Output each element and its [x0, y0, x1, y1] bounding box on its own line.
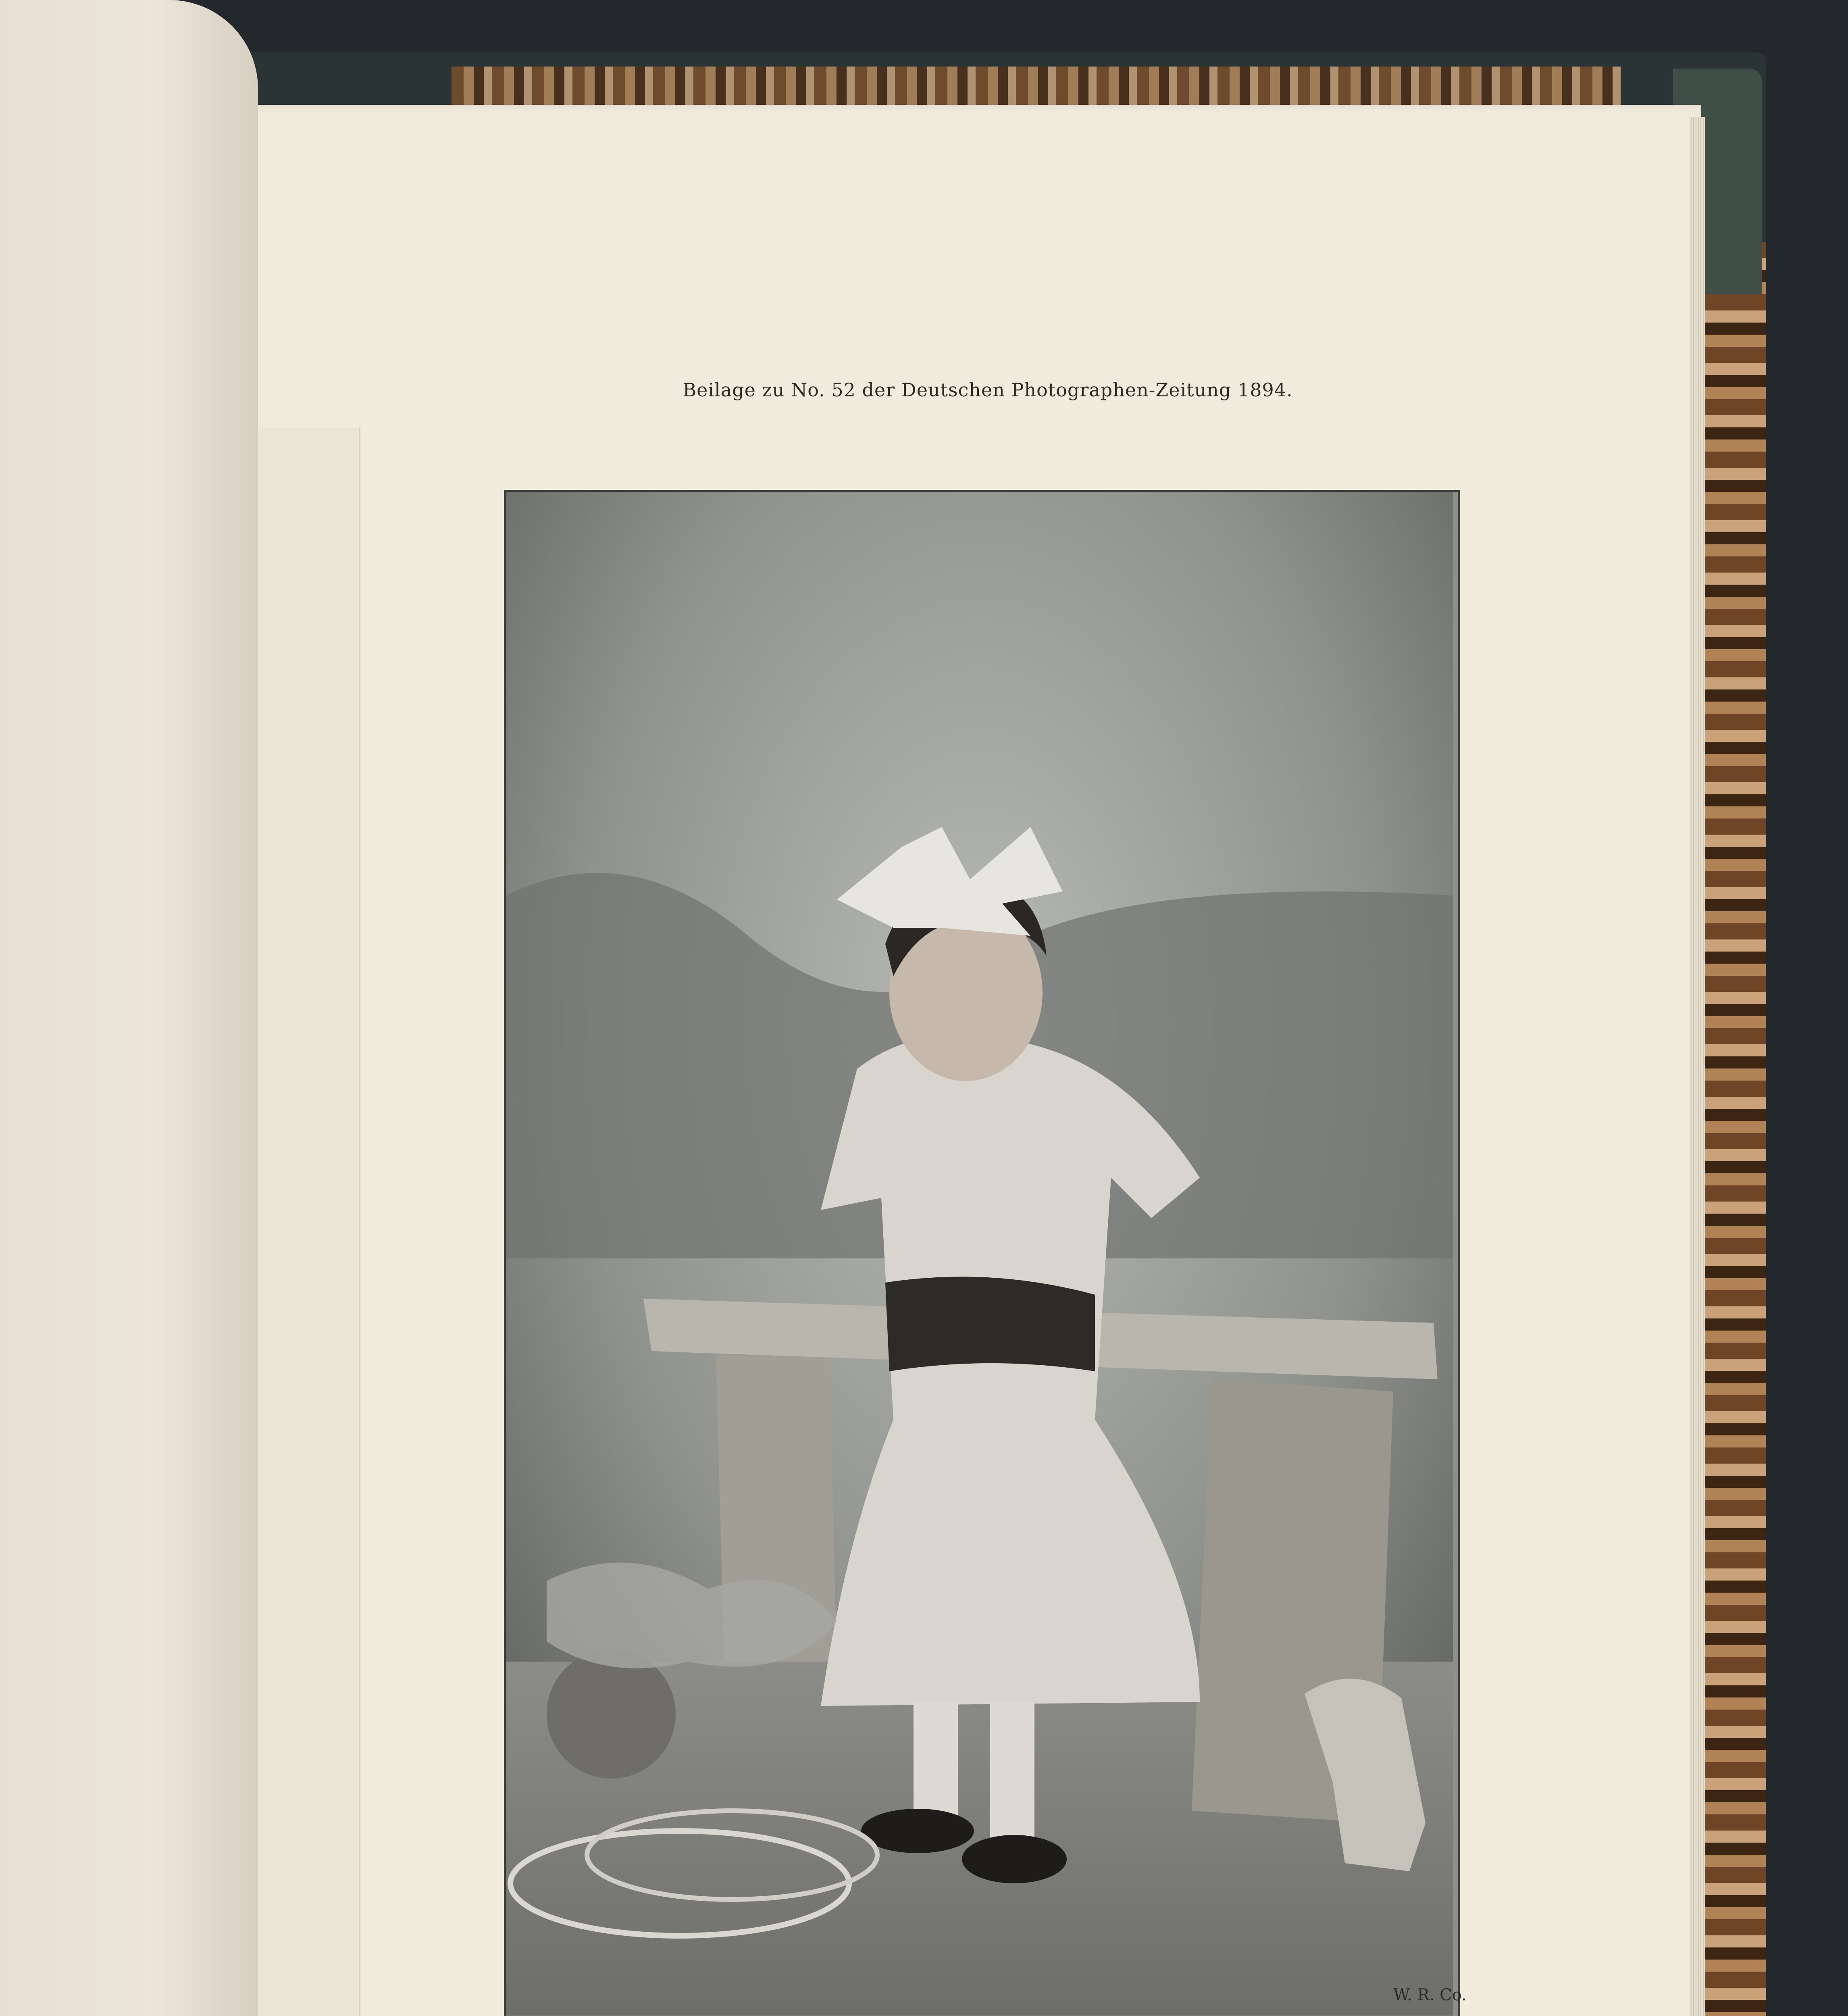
left-stocking	[914, 1702, 958, 1827]
left-shoe	[861, 1809, 974, 1853]
toy-ball	[547, 1649, 676, 1779]
right-stocking	[990, 1702, 1034, 1851]
left-page-curl	[0, 0, 258, 2016]
right-shoe	[962, 1835, 1067, 1883]
marbled-edge-top	[452, 67, 1621, 111]
page-header: Beilage zu No. 52 der Deutschen Photographen-Zeitung 1894.	[683, 379, 1293, 401]
marbled-edge-right	[1705, 242, 1766, 2016]
photo-illustration	[506, 492, 1467, 2016]
dark-sash	[885, 1277, 1095, 1371]
page-stack-edge	[1689, 117, 1705, 2016]
photograph-plate	[504, 490, 1467, 2016]
photo-signature: W. R. Co.	[1393, 1986, 1467, 2004]
